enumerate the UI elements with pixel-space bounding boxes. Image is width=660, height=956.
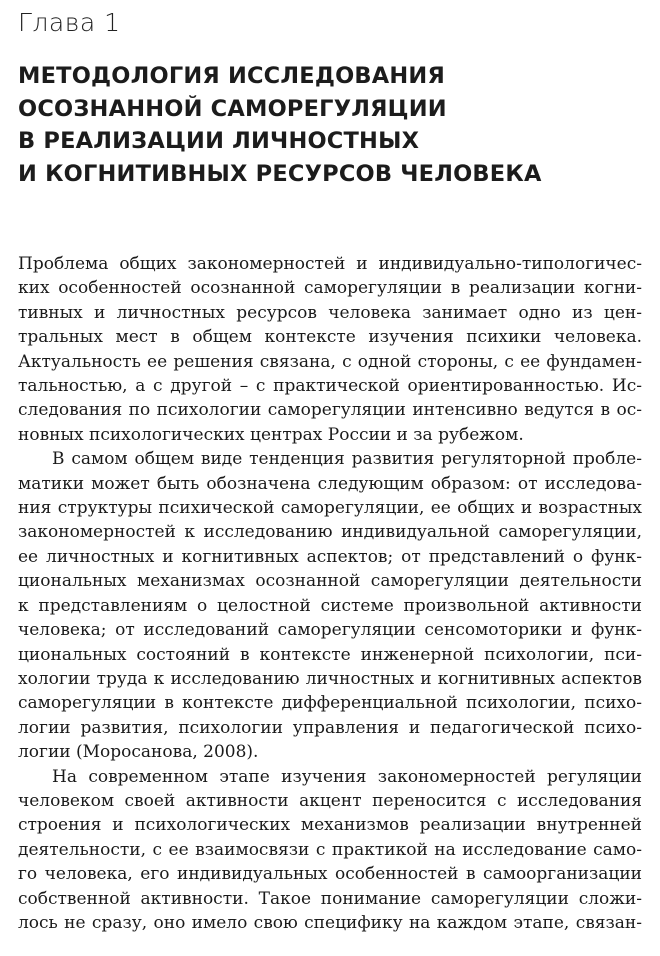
text-line: закономерностей к исследованию индивидуальной саморегуляции, [18, 522, 642, 543]
text-line: логии (Моросанова, 2008). [18, 742, 259, 763]
text-line: Проблема общих закономерностей и индивидуально-типологичес- [18, 254, 642, 274]
text-line: деятельности, с ее взаимосвязи с практикой на исследование само- [18, 839, 642, 860]
chapter-title-line: В РЕАЛИЗАЦИИ ЛИЧНОСТНЫХ [18, 128, 420, 154]
text-line: тральных мест в общем контексте изучения психики человека. [18, 327, 642, 348]
chapter-title [18, 60, 648, 190]
chapter-title-line: МЕТОДОЛОГИЯ ИССЛЕДОВАНИЯ [18, 63, 445, 89]
text-line: В самом общем виде тенденция развития регуляторной пробле- [52, 449, 642, 470]
text-line: логии развития, психологии управления и педагогической психо- [18, 717, 642, 738]
text-line: человеком своей активности акцент переносится с исследования [18, 790, 642, 811]
text-line: собственной активности. Такое понимание саморегуляции сложи- [18, 888, 642, 909]
text-line: новных психологических центрах России и за рубежом. [18, 424, 524, 445]
chapter-title-line: ОСОЗНАННОЙ САМОРЕГУЛЯЦИИ [18, 95, 447, 122]
text-line: к представлениям о целостной системе произвольной активности [18, 595, 642, 616]
text-line: Актуальность ее решения связана, с одной стороны, с ее фундамен- [18, 351, 642, 372]
text-line: матики может быть обозначена следующим образом: от исследова- [18, 473, 642, 494]
text-line: саморегуляции в контексте дифференциальной психологии, психо- [18, 693, 642, 714]
body-text [18, 252, 642, 935]
text-line: хологии труда к исследованию личностных и когнитивных аспектов [18, 668, 642, 689]
chapter-title-line: И КОГНИТИВНЫХ РЕСУРСОВ ЧЕЛОВЕКА [18, 160, 542, 187]
text-line: лось не сразу, оно имело свою специфику на каждом этапе, связан- [18, 912, 642, 933]
text-line: тальностью, а с другой – с практической ориентированностью. Ис- [18, 376, 642, 397]
text-line: человека; от исследований саморегуляции сенсомоторики и функ- [18, 620, 642, 641]
text-line: циональных состояний в контексте инженерной психологии, пси- [18, 644, 642, 665]
text-line: На современном этапе изучения закономерностей регуляции [52, 766, 642, 787]
text-line: тивных и личностных ресурсов человека занимает одно из цен- [18, 302, 642, 323]
text-line: ния структуры психической саморегуляции, ее общих и возрастных [18, 498, 642, 519]
text-line: циональных механизмах осознанной саморегуляции деятельности [18, 571, 642, 592]
text-line: строения и психологических механизмов реализации внутренней [18, 815, 642, 836]
chapter-label: Глава 1 [18, 8, 121, 37]
text-line: го человека, его индивидуальных особенностей в самоорганизации [18, 864, 642, 885]
text-line: ких особенностей осознанной саморегуляции в реализации когни- [18, 278, 642, 299]
text-line: ее личностных и когнитивных аспектов; от представлений о функ- [18, 546, 642, 567]
text-line: следования по психологии саморегуляции интенсивно ведутся в ос- [18, 400, 642, 421]
